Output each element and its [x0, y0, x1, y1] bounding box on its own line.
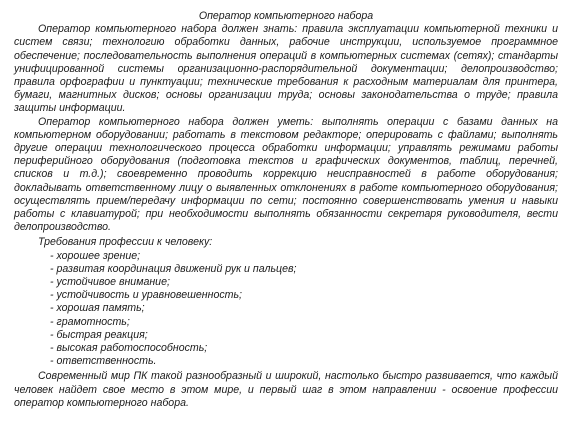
requirements-list — [14, 250, 558, 369]
list-item: - устойчивое внимание; — [50, 276, 170, 289]
list-item: - хорошее зрение; — [50, 249, 141, 262]
list-item: - грамотность; — [50, 315, 130, 328]
paragraph-knowledge: Оператор компьютерного набора должен знать: правила эксплуатации компьютерной техники и систем связи; технологию обработки данных, рабочие инструкции, используемое программное обеспечение; последовательность выполнения операций в компьютерных системах (сетях); стандарты унифицированной системы организационно-распорядительной документации; делопроизводство; правила орфографии и пунктуации; технические требования к расходным материалам для принтера, бумаги, магнитных дисков; основы организации труда; основы законодательства о труде; правила защиты информации. — [14, 23, 558, 115]
paragraph-skills: Оператор компьютерного набора должен уметь: выполнять операции с базами данных на компьютерном оборудовании; работать в текстовом редакторе; оперировать с файлами; выполнять другие операции технологического процесса обработки информации; управлять режимами работы периферийного оборудования (подготовка текстов и графических документов, таблиц, перечней, списков и т.д.); своевременно проводить коррекцию неисправностей в работе оборудования; докладывать ответственному лицу о выявленных отклонениях в работе компьютерного оборудования; осуществлять прием/передачу информации по сети; постоянно совершенствовать умения и навыки работы с клавиатурой; при необходимости выполнять обязанности секретаря руководителя, вести делопроизводство. — [14, 115, 558, 234]
list-item: - высокая работоспособность; — [50, 342, 208, 355]
document-page — [14, 10, 558, 410]
document-title: Оператор компьютерного набора — [198, 10, 374, 22]
requirements-heading: Требования профессии к человеку: — [38, 236, 213, 249]
paragraph-closing: Современный мир ПК такой разнообразный и широкий, настолько быстро развивается, что каждый человек найдет свое место в этом мире, и первый шаг в этом направлении - освоение профессии оператор компьютерного набора. — [14, 370, 558, 409]
list-item: - устойчивость и уравновешенность; — [50, 289, 242, 302]
list-item: - ответственность. — [50, 355, 157, 368]
list-item: - быстрая реакция; — [50, 328, 148, 341]
list-item: - хорошая память; — [50, 302, 145, 315]
list-item: - развитая координация движений рук и пальцев; — [50, 262, 297, 275]
